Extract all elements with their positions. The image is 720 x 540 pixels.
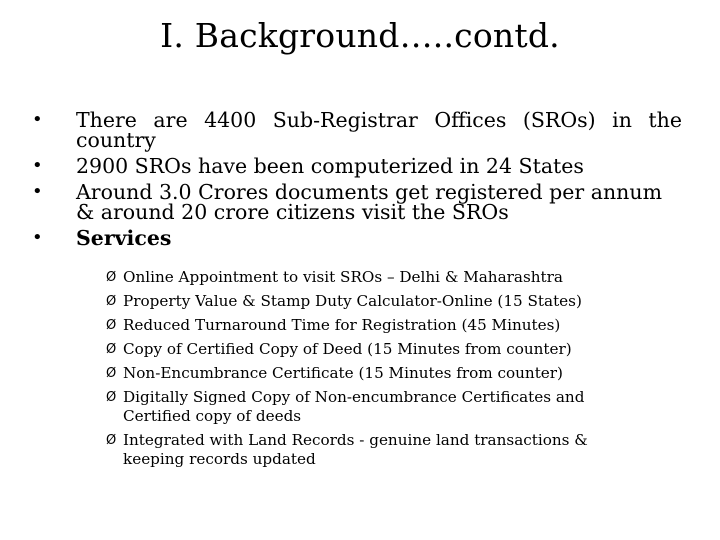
bullet-item bbox=[32, 156, 682, 176]
arrow-bullet-icon: Ø bbox=[106, 342, 117, 357]
arrow-bullet-icon: Ø bbox=[106, 366, 117, 381]
services-item-text: Reduced Turnaround Time for Registration (45 Minutes) bbox=[123, 316, 561, 334]
bullet-item bbox=[32, 110, 682, 150]
arrow-bullet-icon: Ø bbox=[106, 294, 117, 309]
services-item bbox=[106, 268, 646, 287]
services-item-text: Property Value & Stamp Duty Calculator-Online (15 States) bbox=[123, 292, 582, 310]
bullet-list bbox=[32, 110, 682, 254]
services-item-text: Integrated with Land Records - genuine land transactions & keeping records updated bbox=[123, 431, 588, 468]
arrow-bullet-icon: Ø bbox=[106, 270, 117, 285]
services-item-text: Digitally Signed Copy of Non-encumbrance Certificates and Certified copy of deeds bbox=[123, 388, 585, 425]
arrow-bullet-icon: Ø bbox=[106, 390, 117, 405]
services-item bbox=[106, 388, 646, 426]
services-heading: Services bbox=[76, 226, 172, 250]
arrow-bullet-icon: Ø bbox=[106, 433, 117, 448]
services-item bbox=[106, 431, 646, 469]
arrow-bullet-icon: Ø bbox=[106, 318, 117, 333]
bullet-icon: • bbox=[32, 181, 43, 202]
bullet-item bbox=[32, 182, 682, 222]
bullet-text: There are 4400 Sub-Registrar Offices (SROs) in the country bbox=[76, 108, 682, 152]
slide-title: I. Background…..contd. bbox=[160, 16, 560, 55]
services-item bbox=[106, 292, 646, 311]
services-item bbox=[106, 364, 646, 383]
services-item-text: Non-Encumbrance Certificate (15 Minutes from counter) bbox=[123, 364, 563, 382]
bullet-text: 2900 SROs have been computerized in 24 States bbox=[76, 154, 584, 178]
services-item-text: Copy of Certified Copy of Deed (15 Minutes from counter) bbox=[123, 340, 572, 358]
services-item bbox=[106, 340, 646, 359]
bullet-text: Around 3.0 Crores documents get registered per annum & around 20 crore citizens visit the SROs bbox=[76, 180, 663, 224]
bullet-icon: • bbox=[32, 155, 43, 176]
services-item-text: Online Appointment to visit SROs – Delhi & Maharashtra bbox=[123, 268, 563, 286]
bullet-item-services bbox=[32, 228, 682, 248]
services-list bbox=[106, 268, 646, 474]
services-item bbox=[106, 316, 646, 335]
bullet-icon: • bbox=[32, 227, 43, 248]
bullet-icon: • bbox=[32, 109, 43, 130]
